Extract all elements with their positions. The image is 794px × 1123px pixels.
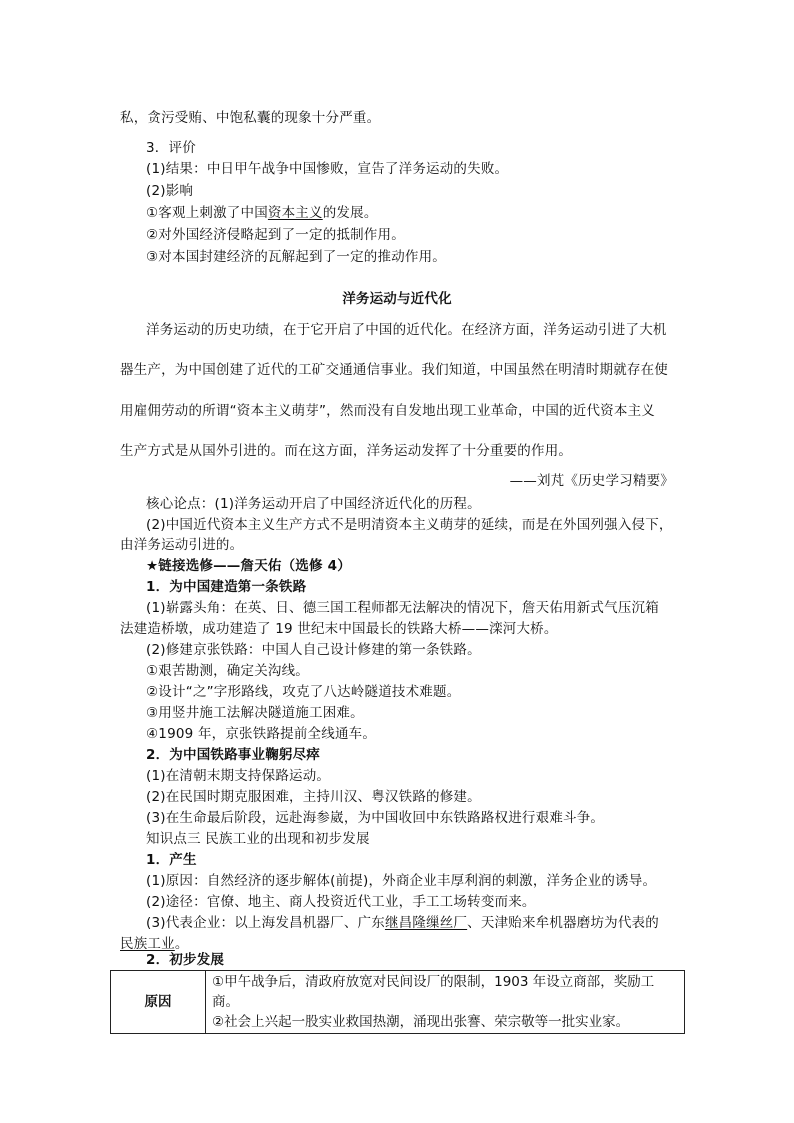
k3-section-2: 2．初步发展 — [146, 952, 225, 968]
link-item-b3: (3)在生命最后阶段，远赴海参崴，为中国收回中东铁路路权进行艰难斗争。 — [146, 810, 605, 826]
link-item-a6: ③用竖井施工法解决隧道施工困难。 — [146, 705, 364, 721]
core-point-2-cont: 由洋务运动引进的。 — [120, 537, 244, 553]
k3-item-3-period: 。 — [174, 936, 189, 952]
link-section-1: 1．为中国建造第一条铁路 — [146, 579, 307, 595]
reading-line-1: 洋务运动的历史功绩，在于它开启了中国的近代化。在经济方面，洋务运动引进了大机 — [146, 322, 667, 338]
table-header-cell: 原因 — [111, 971, 206, 1034]
evaluation-heading: 3．评价 — [146, 140, 196, 156]
link-item-a7: ④1909 年，京张铁路提前全线通车。 — [146, 726, 377, 742]
impact-item-1-end: 的发展。 — [322, 205, 378, 221]
evaluation-impact-heading: (2)影响 — [146, 183, 194, 199]
link-item-b2: (2)在民国时期克服困难，主持川汉、粤汉铁路的修建。 — [146, 789, 481, 805]
development-table — [110, 970, 685, 1034]
impact-item-3: ③对本国封建经济的瓦解起到了一定的推动作用。 — [146, 249, 447, 265]
knowledge-point-3-heading: 知识点三 民族工业的出现和初步发展 — [146, 831, 370, 847]
link-item-a3: (2)修建京张铁路：中国人自己设计修建的第一条铁路。 — [146, 642, 481, 658]
core-point-2: (2)中国近代资本主义生产方式不是明清资本主义萌芽的延续，而是在外国列强入侵下， — [146, 517, 673, 533]
link-item-a2: 法建造桥墩，成功建造了 19 世纪末中国最长的铁路大桥——滦河大桥。 — [120, 621, 558, 637]
underlined-term-national-industry: 民族工业 — [120, 936, 175, 952]
k3-item-1: (1)原因：自然经济的逐步解体(前提)，外商企业丰厚利润的刺激，洋务企业的诱导。 — [146, 873, 657, 889]
core-point-1: 核心论点：(1)洋务运动开启了中国经济近代化的历程。 — [146, 496, 481, 512]
link-item-b1: (1)在清朝末期支持保路运动。 — [146, 768, 331, 784]
table-content-cell — [206, 971, 685, 1034]
table-reason-2: ②社会上兴起一股实业救国热潮，涌现出张謇、荣宗敬等一批实业家。 — [212, 1014, 630, 1030]
k3-item-3 — [146, 914, 659, 932]
link-item-a4: ①艰苦勘测，确定关沟线。 — [146, 663, 310, 679]
reading-box-title: 洋务运动与近代化 — [342, 291, 452, 307]
table-row — [111, 971, 685, 1034]
impact-item-2: ②对外国经济侵略起到了一定的抵制作用。 — [146, 227, 405, 243]
k3-section-1: 1．产生 — [146, 852, 197, 868]
link-section-2: 2．为中国铁路事业鞠躬尽瘁 — [146, 747, 320, 763]
underlined-term-factory: 继昌隆缫丝厂 — [384, 915, 468, 931]
table-reason-1: ①甲午战争后，清政府放宽对民间设厂的限制，1903 年设立商部，奖励工商。 — [212, 974, 655, 1010]
k3-item-3-end: 、天津贻来牟机器磨坊为代表的 — [467, 915, 659, 931]
reading-line-3: 用雇佣劳动的所谓“资本主义萌芽”，然而没有自发地出现工业革命，中国的近代资本主义 — [120, 403, 655, 419]
impact-item-1 — [146, 204, 378, 222]
reading-line-2: 器生产，为中国创建了近代的工矿交通通信事业。我们知道，中国虽然在明清时期就存在使 — [120, 362, 668, 378]
link-item-a5: ②设计“之”字形路线，攻克了八达岭隧道技术难题。 — [146, 684, 461, 700]
link-item-a1: (1)崭露头角：在英、日、德三国工程师都无法解决的情况下，詹天佑用新式气压沉箱 — [146, 600, 659, 616]
k3-item-2: (2)途径：官僚、地主、商人投资近代工业，手工工场转变而来。 — [146, 894, 536, 910]
underlined-term-capitalism: 资本主义 — [267, 205, 323, 221]
evaluation-result: (1)结果：中日甲午战争中国惨败，宣告了洋务运动的失败。 — [146, 161, 509, 177]
k3-item-3-text: (3)代表企业：以上海发昌机器厂、广东 — [146, 915, 385, 931]
reading-line-4: 生产方式是从国外引进的。而在这方面，洋务运动发挥了十分重要的作用。 — [120, 443, 573, 459]
paragraph-continuation: 私，贪污受贿、中饱私囊的现象十分严重。 — [120, 110, 381, 126]
link-heading: ★链接选修——詹天佑（选修 4） — [146, 558, 351, 574]
impact-item-1-text: ①客观上刺激了中国 — [146, 205, 268, 221]
reading-source: ——刘芃《历史学习精要》 — [509, 473, 674, 489]
